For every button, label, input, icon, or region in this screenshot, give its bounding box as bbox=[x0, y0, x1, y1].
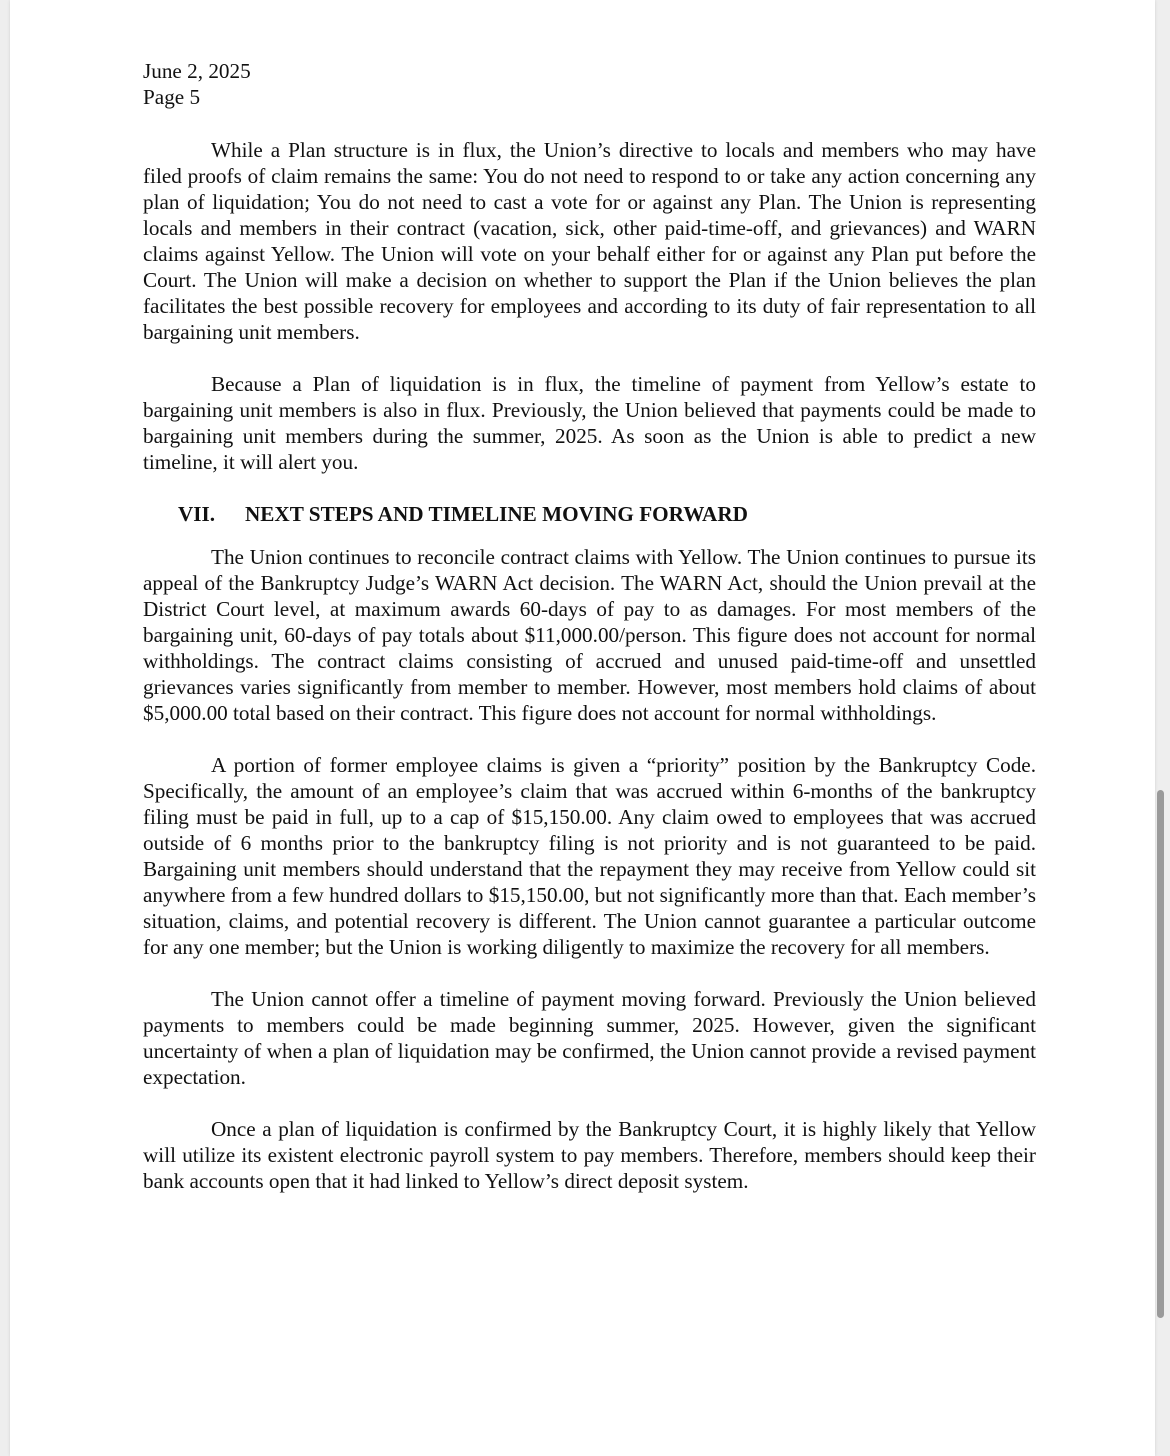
paragraph-priority-claims: A portion of former employee claims is given a “priority” position by the Bankruptcy Code. Specifically, the amount of an employee’s claim that was accrued within 6-months of the bankruptcy filing must be paid in full, up to a cap of $15,150.00. Any claim owed to employees that was accrued outside of 6 months prior to the bankruptcy filing is not priority and is not guaranteed to be paid. Bargaining unit members should understand that the repayment they may receive from Yellow could sit anywhere from a few hundred dollars to $15,150.00, but not significantly more than that. Each member’s situation, claims, and potential recovery is different. The Union cannot guarantee a particular outcome for any one member; but the Union is working diligently to maximize the recovery for all members. bbox=[143, 753, 1036, 959]
section-heading bbox=[143, 501, 1036, 527]
vertical-scrollbar[interactable] bbox=[1157, 790, 1164, 1318]
paragraph-plan-directive: While a Plan structure is in flux, the Union’s directive to locals and members who may have filed proofs of claim remains the same: You do not need to respond to or take any action concerning any plan of liquidation; You do not need to cast a vote for or against any Plan. The Union is representing locals and members in their contract (vacation, sick, other paid-time-off, and grievances) and WARN claims against Yellow. The Union will vote on your behalf either for or against any Plan put before the Court. The Union will make a decision on whether to support the Plan if the Union believes the plan facilitates the best possible recovery for employees and according to its duty of fair representation to all bargaining unit members. bbox=[143, 138, 1036, 344]
page-content bbox=[143, 58, 1036, 1194]
paragraph-payroll-system: Once a plan of liquidation is confirmed by the Bankruptcy Court, it is highly likely that Yellow will utilize its existent electronic payroll system to pay members. Therefore, members should keep their bank accounts open that it had linked to Yellow’s direct deposit system. bbox=[143, 1117, 1036, 1193]
page-number: Page 5 bbox=[143, 85, 201, 109]
section-number: VII. bbox=[178, 502, 216, 526]
paragraph-no-timeline: The Union cannot offer a timeline of payment moving forward. Previously the Union believed payments to members could be made beginning summer, 2025. However, given the significant uncertainty of when a plan of liquidation may be confirmed, the Union cannot provide a revised payment expectation. bbox=[143, 987, 1036, 1089]
section-title: NEXT STEPS AND TIMELINE MOVING FORWARD bbox=[245, 502, 748, 526]
document-page bbox=[10, 0, 1155, 1456]
paragraph-warn-claims: The Union continues to reconcile contract claims with Yellow. The Union continues to pursue its appeal of the Bankruptcy Judge’s WARN Act decision. The WARN Act, should the Union prevail at the District Court level, at maximum awards 60-days of pay to as damages. For most members of the bargaining unit, 60-days of pay totals about $11,000.00/person. This figure does not account for normal withholdings. The contract claims consisting of accrued and unused paid-time-off and unsettled grievances varies significantly from member to member. However, most members hold claims of about $5,000.00 total based on their contract. This figure does not account for normal withholdings. bbox=[143, 545, 1036, 725]
letter-date: June 2, 2025 bbox=[143, 59, 251, 83]
paragraph-payment-timeline: Because a Plan of liquidation is in flux, the timeline of payment from Yellow’s estate to bargaining unit members is also in flux. Previously, the Union believed that payments could be made to bargaining unit members during the summer, 2025. As soon as the Union is able to predict a new timeline, it will alert you. bbox=[143, 372, 1036, 474]
